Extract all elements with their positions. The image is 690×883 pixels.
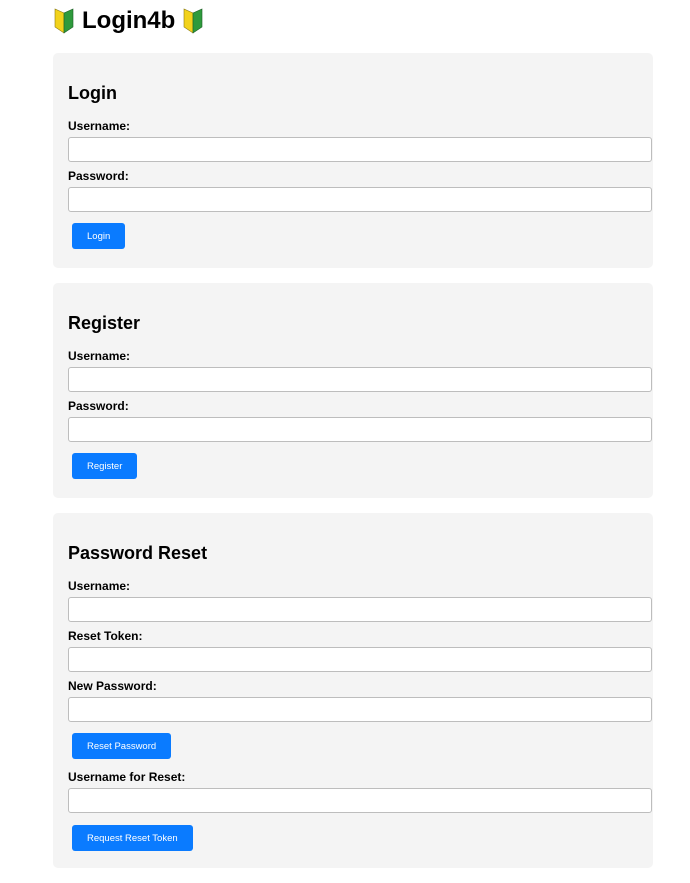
request-username-label: Username for Reset: <box>68 770 186 784</box>
reset-heading: Password Reset <box>68 543 208 563</box>
register-password-label: Password: <box>68 399 129 413</box>
register-username-input[interactable] <box>68 367 652 392</box>
register-password-input[interactable] <box>68 417 652 442</box>
request-username-input[interactable] <box>68 788 652 813</box>
reset-username-label: Username: <box>68 579 131 593</box>
beginner-mark-icon <box>53 8 75 34</box>
request-reset-token-button[interactable]: Request Reset Token <box>72 825 193 851</box>
reset-username-input[interactable] <box>68 597 652 622</box>
password-reset-card <box>53 513 653 868</box>
register-heading: Register <box>68 313 141 333</box>
login-username-label: Username: <box>68 119 131 133</box>
login-heading: Login <box>68 83 117 103</box>
beginner-mark-icon <box>182 8 204 34</box>
app-title: Login4b <box>82 7 176 34</box>
register-username-label: Username: <box>68 349 131 363</box>
reset-password-button[interactable]: Reset Password <box>72 733 171 759</box>
reset-token-input[interactable] <box>68 647 652 672</box>
login-password-label: Password: <box>68 169 129 183</box>
register-card <box>53 283 653 498</box>
reset-token-label: Reset Token: <box>68 629 143 643</box>
register-button[interactable]: Register <box>72 453 137 479</box>
new-password-label: New Password: <box>68 679 157 693</box>
login-username-input[interactable] <box>68 137 652 162</box>
page-title <box>53 6 204 36</box>
login-button[interactable]: Login <box>72 223 125 249</box>
login-card <box>53 53 653 268</box>
login-password-input[interactable] <box>68 187 652 212</box>
new-password-input[interactable] <box>68 697 652 722</box>
